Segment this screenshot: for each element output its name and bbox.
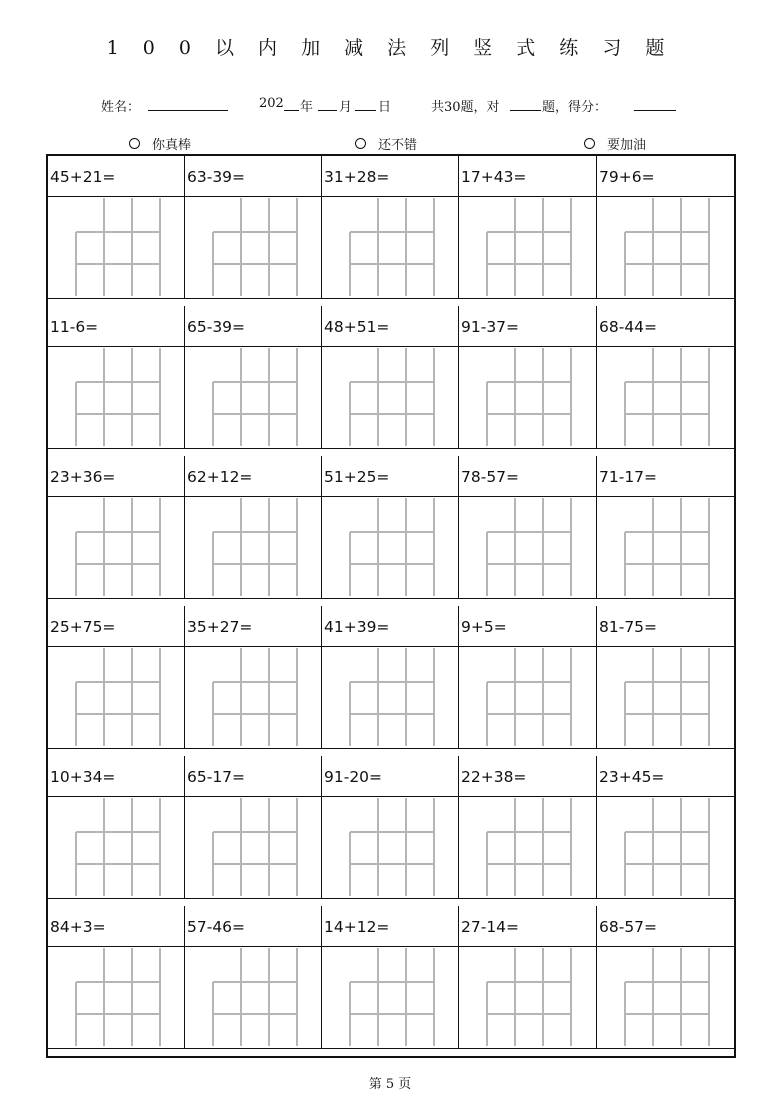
problem-expression: 23+45=	[599, 768, 665, 786]
vertical-calculation-grid[interactable]	[48, 497, 184, 598]
problem-sheet	[46, 154, 736, 1058]
vertical-calculation-grid[interactable]	[322, 347, 458, 448]
page-number: 第 5 页	[368, 1077, 412, 1092]
problem-cell	[185, 456, 322, 598]
problem-expression: 81-75=	[599, 618, 658, 636]
problem-expression: 68-57=	[599, 918, 658, 936]
problem-expression: 17+43=	[461, 168, 527, 186]
problem-cell	[597, 156, 734, 298]
vertical-calculation-grid[interactable]	[48, 197, 184, 298]
problem-cell	[459, 156, 597, 298]
rating-label: 要加油	[607, 138, 647, 153]
problem-cell	[185, 306, 322, 448]
vertical-calculation-grid[interactable]	[185, 497, 321, 598]
vertical-calculation-grid[interactable]	[185, 197, 321, 298]
problem-cell	[597, 906, 734, 1048]
problem-row	[48, 156, 734, 299]
problem-expression: 57-46=	[187, 918, 246, 936]
vertical-calculation-grid[interactable]	[48, 797, 184, 898]
problem-expression: 65-39=	[187, 318, 246, 336]
problem-row	[48, 456, 734, 599]
vertical-calculation-grid[interactable]	[322, 947, 458, 1048]
vertical-calculation-grid[interactable]	[597, 197, 734, 298]
month-label: 月	[339, 100, 353, 115]
problem-expression: 41+39=	[324, 618, 390, 636]
vertical-calculation-grid[interactable]	[322, 197, 458, 298]
problem-cell	[48, 906, 185, 1048]
problem-cell	[48, 156, 185, 298]
problem-expression: 62+12=	[187, 468, 253, 486]
problem-expression: 31+28=	[324, 168, 390, 186]
rating-row	[0, 134, 780, 152]
problem-expression: 91-20=	[324, 768, 383, 786]
vertical-calculation-grid[interactable]	[185, 947, 321, 1048]
problem-expression: 10+34=	[50, 768, 116, 786]
problem-expression: 79+6=	[599, 168, 655, 186]
rating-label: 你真棒	[152, 138, 192, 153]
month-blank[interactable]	[318, 96, 337, 111]
vertical-calculation-grid[interactable]	[48, 647, 184, 748]
problem-expression: 71-17=	[599, 468, 658, 486]
rating-great[interactable]	[129, 134, 191, 153]
problem-cell	[459, 756, 597, 898]
vertical-calculation-grid[interactable]	[48, 347, 184, 448]
problem-cell	[322, 456, 459, 598]
correct-count-blank[interactable]	[510, 96, 541, 111]
problem-expression: 11-6=	[50, 318, 99, 336]
problem-expression: 51+25=	[324, 468, 390, 486]
problem-expression: 9+5=	[461, 618, 507, 636]
problem-cell	[597, 306, 734, 448]
problem-cell	[322, 156, 459, 298]
rating-good[interactable]	[355, 134, 417, 153]
day-blank[interactable]	[355, 96, 376, 111]
vertical-calculation-grid[interactable]	[322, 797, 458, 898]
problem-row	[48, 306, 734, 449]
problem-cell	[185, 606, 322, 748]
problem-cell	[322, 606, 459, 748]
circle-icon	[129, 138, 140, 149]
problem-expression: 48+51=	[324, 318, 390, 336]
problem-expression: 65-17=	[187, 768, 246, 786]
problem-expression: 63-39=	[187, 168, 246, 186]
problem-cell	[597, 456, 734, 598]
vertical-calculation-grid[interactable]	[185, 647, 321, 748]
circle-icon	[355, 138, 366, 149]
problem-cell	[48, 456, 185, 598]
problem-row	[48, 756, 734, 899]
problem-expression: 23+36=	[50, 468, 116, 486]
problem-expression: 45+21=	[50, 168, 116, 186]
problem-expression: 91-37=	[461, 318, 520, 336]
problem-cell	[48, 306, 185, 448]
vertical-calculation-grid[interactable]	[597, 497, 734, 598]
vertical-calculation-grid[interactable]	[185, 797, 321, 898]
problem-expression: 27-14=	[461, 918, 520, 936]
name-blank[interactable]	[148, 96, 228, 111]
vertical-calculation-grid[interactable]	[459, 347, 596, 448]
total-suffix: 题，得分：	[542, 100, 608, 115]
score-blank[interactable]	[634, 96, 676, 111]
problem-cell	[322, 756, 459, 898]
problem-expression: 35+27=	[187, 618, 253, 636]
problem-cell	[185, 906, 322, 1048]
problem-cell	[48, 756, 185, 898]
problem-cell	[322, 306, 459, 448]
problem-cell	[48, 606, 185, 748]
rating-try-harder[interactable]	[584, 134, 646, 153]
vertical-calculation-grid[interactable]	[459, 497, 596, 598]
vertical-calculation-grid[interactable]	[322, 497, 458, 598]
problem-cell	[597, 606, 734, 748]
vertical-calculation-grid[interactable]	[322, 647, 458, 748]
problem-expression: 25+75=	[50, 618, 116, 636]
problem-expression: 68-44=	[599, 318, 658, 336]
year-label: 年	[300, 100, 314, 115]
vertical-calculation-grid[interactable]	[459, 797, 596, 898]
problem-cell	[459, 456, 597, 598]
vertical-calculation-grid[interactable]	[459, 947, 596, 1048]
vertical-calculation-grid[interactable]	[459, 197, 596, 298]
year-prefix: 202	[259, 96, 284, 111]
problem-expression: 84+3=	[50, 918, 106, 936]
problem-expression: 22+38=	[461, 768, 527, 786]
problem-row	[48, 906, 734, 1049]
problem-cell	[322, 906, 459, 1048]
vertical-calculation-grid[interactable]	[459, 647, 596, 748]
vertical-calculation-grid[interactable]	[185, 347, 321, 448]
vertical-calculation-grid[interactable]	[597, 797, 734, 898]
problem-cell	[185, 756, 322, 898]
day-label: 日	[378, 100, 392, 115]
problem-cell	[185, 156, 322, 298]
vertical-calculation-grid[interactable]	[597, 947, 734, 1048]
circle-icon	[584, 138, 595, 149]
student-info-row	[0, 96, 780, 116]
page-title: 1 0 0 以 内 加 减 法 列 竖 式 练 习 题	[106, 37, 674, 59]
problem-cell	[459, 606, 597, 748]
problem-cell	[459, 306, 597, 448]
rating-label: 还不错	[378, 138, 418, 153]
year-blank[interactable]	[284, 96, 299, 111]
total-prefix: 共30题，对	[431, 100, 500, 115]
problem-expression: 14+12=	[324, 918, 390, 936]
problem-row	[48, 606, 734, 749]
problem-cell	[459, 906, 597, 1048]
vertical-calculation-grid[interactable]	[597, 347, 734, 448]
vertical-calculation-grid[interactable]	[597, 647, 734, 748]
name-label: 姓名：	[101, 100, 141, 115]
vertical-calculation-grid[interactable]	[48, 947, 184, 1048]
problem-expression: 78-57=	[461, 468, 520, 486]
problem-cell	[597, 756, 734, 898]
